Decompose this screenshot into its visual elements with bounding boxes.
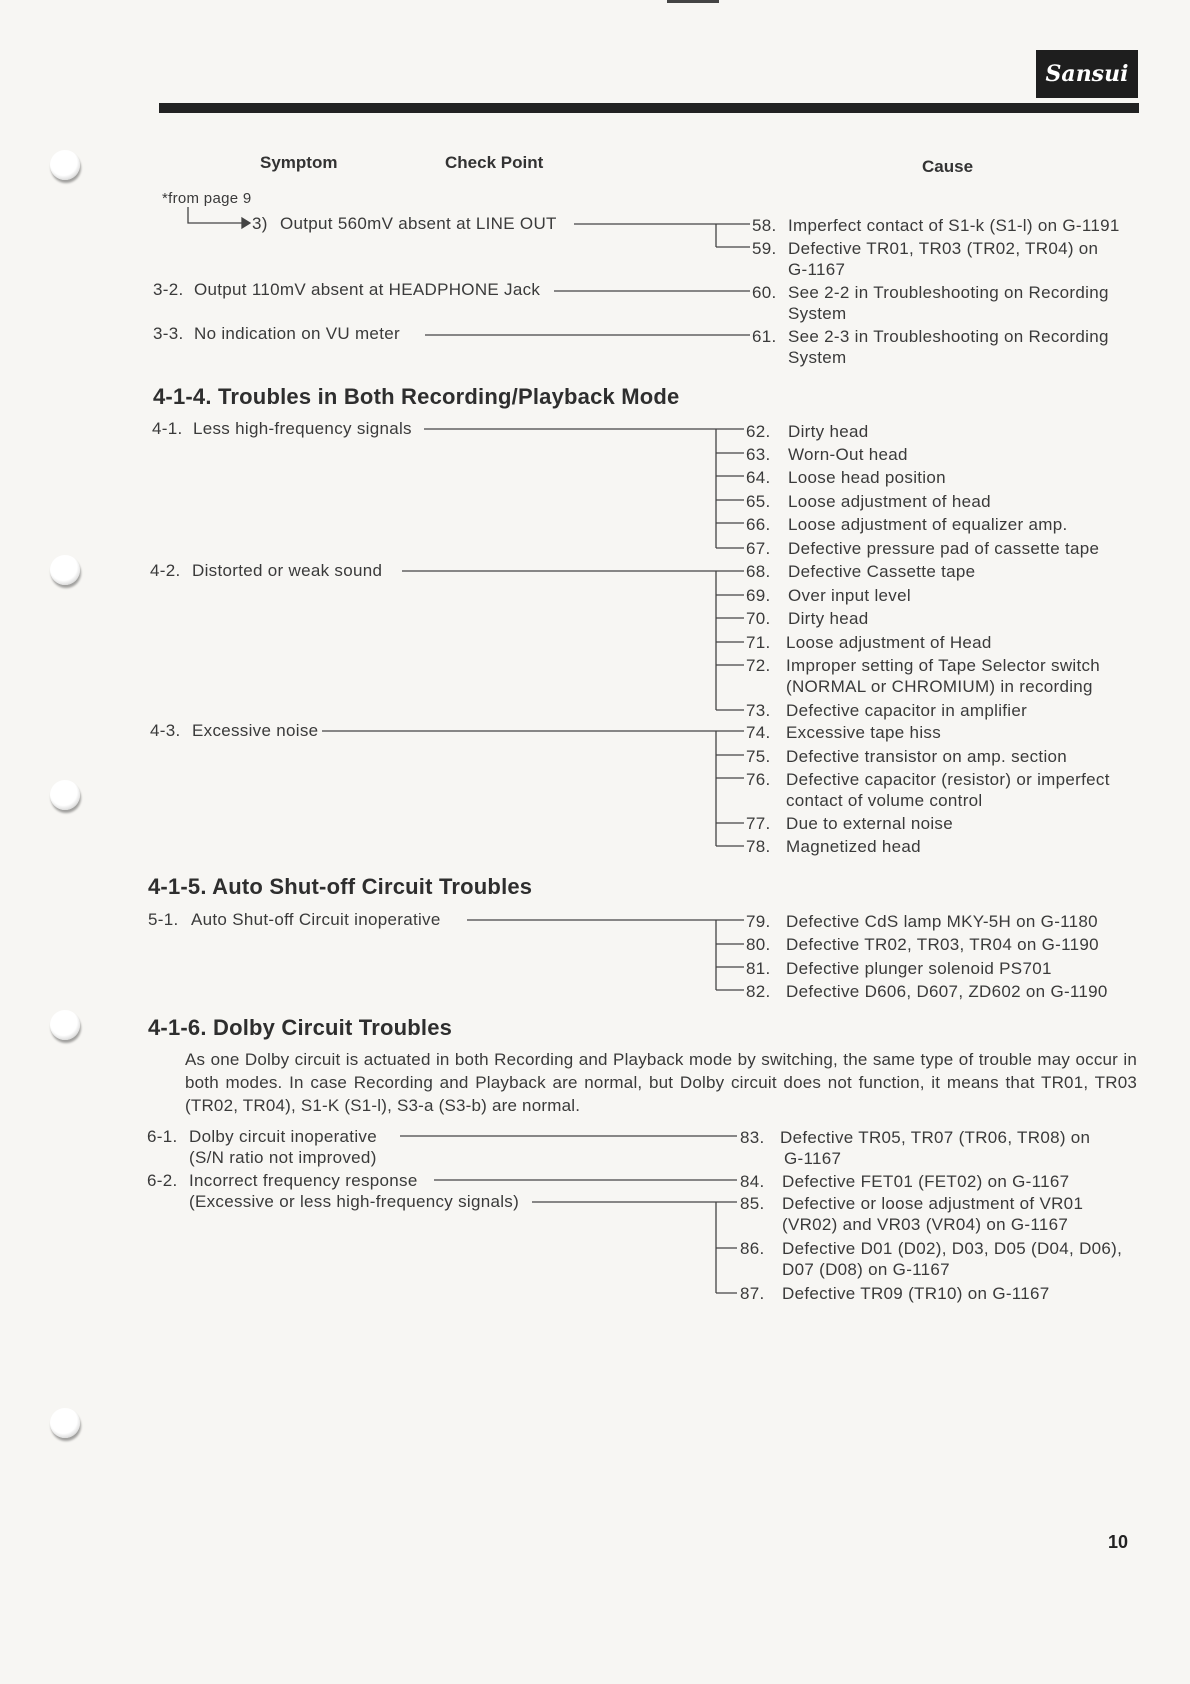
cause-number: 84. xyxy=(740,1172,765,1191)
cause-text: Defective Cassette tape xyxy=(788,562,976,581)
cause-number: 81. xyxy=(746,959,771,978)
cause-text: G-1167 xyxy=(788,260,846,279)
symptom-text: (S/N ratio not improved) xyxy=(189,1148,377,1167)
cause-text: Magnetized head xyxy=(786,837,921,856)
cause-number: 61. xyxy=(752,327,777,346)
cause-number: 69. xyxy=(746,586,771,605)
cause-number: 86. xyxy=(740,1239,765,1258)
cause-text: Defective capacitor (resistor) or imperfect xyxy=(786,770,1110,789)
cause-number: 87. xyxy=(740,1284,765,1303)
symptom-text: Distorted or weak sound xyxy=(192,561,383,580)
cause-text: D07 (D08) on G-1167 xyxy=(782,1260,950,1279)
cause-text: Loose adjustment of head xyxy=(788,492,991,511)
cause-number: 73. xyxy=(746,701,771,720)
cause-number: 70. xyxy=(746,609,771,628)
cause-number: 60. xyxy=(752,283,777,302)
symptom-text: Output 110mV absent at HEADPHONE Jack xyxy=(194,280,541,299)
section-title: 4-1-6. Dolby Circuit Troubles xyxy=(148,1015,453,1040)
cause-number: 76. xyxy=(746,770,771,789)
cause-number: 66. xyxy=(746,515,771,534)
symptom-number: 3-2. xyxy=(153,280,184,299)
cause-text: Defective D606, D607, ZD602 on G-1190 xyxy=(786,982,1108,1001)
symptom-number: 6-2. xyxy=(147,1171,178,1190)
cause-number: 59. xyxy=(752,239,777,258)
cause-number: 72. xyxy=(746,656,771,675)
symptom-number: 6-1. xyxy=(147,1127,178,1146)
cause-text: Dirty head xyxy=(788,609,869,628)
cause-number: 85. xyxy=(740,1194,765,1213)
cause-text: See 2-2 in Troubleshooting on Recording xyxy=(788,283,1109,302)
cause-number: 64. xyxy=(746,468,771,487)
symptom-text: Excessive noise xyxy=(192,721,319,740)
cause-text: Dirty head xyxy=(788,422,869,441)
cause-text: Defective plunger solenoid PS701 xyxy=(786,959,1052,978)
from-page-note: *from page 9 xyxy=(162,190,252,207)
symptom-text: Dolby circuit inoperative xyxy=(189,1127,377,1146)
cause-number: 67. xyxy=(746,539,771,558)
symptom-number: 5-1. xyxy=(148,910,179,929)
cause-text: Loose adjustment of equalizer amp. xyxy=(788,515,1068,534)
cause-text: Improper setting of Tape Selector switch xyxy=(786,656,1101,675)
cause-text: See 2-3 in Troubleshooting on Recording xyxy=(788,327,1109,346)
symptom-number: 4-2. xyxy=(150,561,181,580)
symptom-number: 4-1. xyxy=(152,419,183,438)
cause-text: Excessive tape hiss xyxy=(786,723,941,742)
cause-number: 77. xyxy=(746,814,771,833)
cause-text: Defective FET01 (FET02) on G-1167 xyxy=(782,1172,1070,1191)
cause-number: 82. xyxy=(746,982,771,1001)
cause-text: Defective CdS lamp MKY-5H on G-1180 xyxy=(786,912,1098,931)
symptom-number: 3-3. xyxy=(153,324,184,343)
cause-text: Defective TR05, TR07 (TR06, TR08) on xyxy=(780,1128,1091,1147)
cause-number: 79. xyxy=(746,912,771,931)
symptom-text: Auto Shut-off Circuit inoperative xyxy=(191,910,441,929)
cause-number: 75. xyxy=(746,747,771,766)
cause-number: 71. xyxy=(746,633,771,652)
cause-text: Loose head position xyxy=(788,468,946,487)
cause-text: Defective or loose adjustment of VR01 xyxy=(782,1194,1084,1213)
cause-text: Defective capacitor in amplifier xyxy=(786,701,1028,720)
section-title: 4-1-5. Auto Shut-off Circuit Troubles xyxy=(148,874,533,899)
cause-text: Defective TR09 (TR10) on G-1167 xyxy=(782,1284,1050,1303)
cause-text: G-1167 xyxy=(784,1149,842,1168)
symptom-3-text: Output 560mV absent at LINE OUT xyxy=(280,214,557,233)
symptom-text: Less high-frequency signals xyxy=(193,419,412,438)
section-title: 4-1-4. Troubles in Both Recording/Playback Mode xyxy=(153,384,680,409)
cause-text: contact of volume control xyxy=(786,791,983,810)
column-header-check-point: Check Point xyxy=(445,153,544,172)
symptom-text: Incorrect frequency response xyxy=(189,1171,418,1190)
symptom-text: No indication on VU meter xyxy=(194,324,400,343)
sansui-logo: Sansui xyxy=(1036,50,1138,98)
cause-number: 78. xyxy=(746,837,771,856)
symptom-3-number: 3) xyxy=(252,214,268,233)
cause-text: Imperfect contact of S1-k (S1-l) on G-1191 xyxy=(788,216,1120,235)
column-header-symptom: Symptom xyxy=(260,153,338,172)
cause-text: Defective pressure pad of cassette tape xyxy=(788,539,1100,558)
cause-text: Worn-Out head xyxy=(788,445,908,464)
cause-text: Defective TR01, TR03 (TR02, TR04) on xyxy=(788,239,1099,258)
cause-text: Loose adjustment of Head xyxy=(786,633,992,652)
dolby-description: As one Dolby circuit is actuated in both Recording and Playback mode by switching, the same type of trouble may occur in both modes. In case Recording and Playback are normal, but Dolby circuit does not function, it means that TR01, TR03 (TR02, TR04), S1-K (S1-l), S3-a (S3-b) are normal. xyxy=(185,1050,1137,1115)
cause-text: Defective TR02, TR03, TR04 on G-1190 xyxy=(786,935,1099,954)
cause-text: Over input level xyxy=(788,586,911,605)
cause-number: 58. xyxy=(752,216,777,235)
page-number: 10 xyxy=(1108,1532,1129,1552)
cause-text: System xyxy=(788,348,847,367)
cause-text: Defective D01 (D02), D03, D05 (D04, D06), xyxy=(782,1239,1123,1258)
cause-text: (VR02) and VR03 (VR04) on G-1167 xyxy=(782,1215,1069,1234)
cause-text: Defective transistor on amp. section xyxy=(786,747,1068,766)
cause-number: 63. xyxy=(746,445,771,464)
cause-number: 80. xyxy=(746,935,771,954)
cause-number: 65. xyxy=(746,492,771,511)
cause-text: (NORMAL or CHROMIUM) in recording xyxy=(786,677,1093,696)
symptom-number: 4-3. xyxy=(150,721,181,740)
cause-number: 68. xyxy=(746,562,771,581)
column-header-cause: Cause xyxy=(922,157,974,176)
cause-text: System xyxy=(788,304,847,323)
cause-number: 62. xyxy=(746,422,771,441)
cause-text: Due to external noise xyxy=(786,814,953,833)
symptom-text: (Excessive or less high-frequency signals) xyxy=(189,1192,520,1211)
cause-number: 83. xyxy=(740,1128,765,1147)
cause-number: 74. xyxy=(746,723,771,742)
